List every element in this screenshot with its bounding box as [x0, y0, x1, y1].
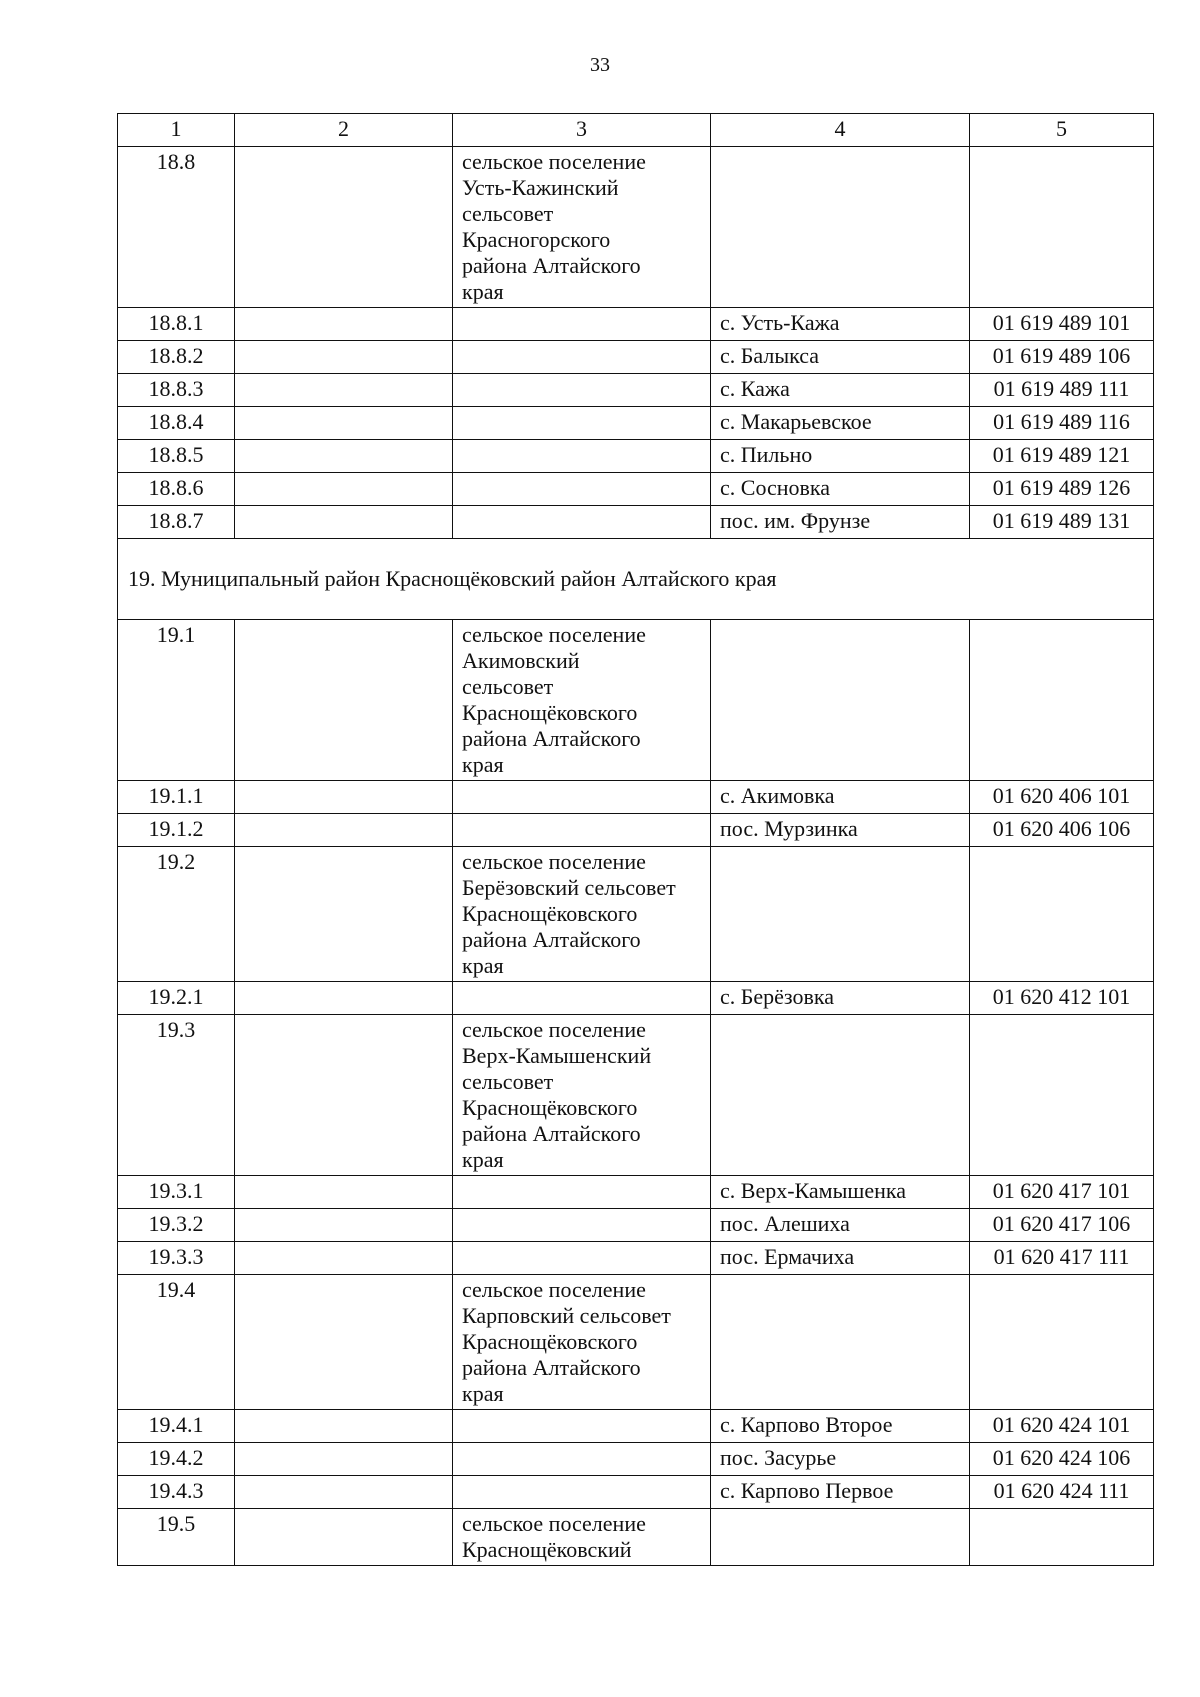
column-header: 2: [235, 114, 453, 147]
row-code: 19.1.2: [118, 814, 235, 847]
settlement-name: с. Усть-Кажа: [711, 308, 970, 341]
empty-cell: [235, 1242, 453, 1275]
row-code: 18.8.3: [118, 374, 235, 407]
empty-cell: [453, 1443, 711, 1476]
municipality-name-line: сельсовет: [462, 1069, 554, 1094]
empty-cell: [235, 1443, 453, 1476]
row-code: 19.4.3: [118, 1476, 235, 1509]
empty-cell: [711, 1509, 970, 1566]
settlement-name: с. Пильно: [711, 440, 970, 473]
empty-cell: [453, 341, 711, 374]
column-header: 5: [970, 114, 1154, 147]
row-code: 19.4.2: [118, 1443, 235, 1476]
settlement-name: с. Акимовка: [711, 781, 970, 814]
municipality-name-line: района Алтайского: [462, 1121, 641, 1146]
settlement-row: [118, 374, 1154, 407]
empty-cell: [235, 147, 453, 308]
okato-code: 01 619 489 106: [970, 341, 1154, 374]
empty-cell: [453, 407, 711, 440]
okato-code: 01 619 489 121: [970, 440, 1154, 473]
empty-cell: [453, 814, 711, 847]
table-header-row: [118, 114, 1154, 147]
municipality-name-line: Акимовский: [462, 648, 580, 673]
column-header: 3: [453, 114, 711, 147]
page-number: 33: [590, 54, 610, 76]
municipality-name: [453, 1015, 711, 1176]
empty-cell: [453, 308, 711, 341]
empty-cell: [235, 473, 453, 506]
empty-cell: [235, 1209, 453, 1242]
empty-cell: [453, 374, 711, 407]
empty-cell: [235, 374, 453, 407]
empty-cell: [235, 341, 453, 374]
okato-code: 01 620 424 111: [970, 1476, 1154, 1509]
settlement-row: [118, 506, 1154, 539]
settlement-name: с. Сосновка: [711, 473, 970, 506]
empty-cell: [235, 1476, 453, 1509]
municipality-row: [118, 1509, 1154, 1566]
municipality-name-line: сельское поселение: [462, 1511, 646, 1536]
empty-cell: [711, 1015, 970, 1176]
empty-cell: [235, 440, 453, 473]
empty-cell: [970, 147, 1154, 308]
settlement-row: [118, 341, 1154, 374]
empty-cell: [711, 147, 970, 308]
empty-cell: [970, 1275, 1154, 1410]
row-code: 18.8: [118, 147, 235, 308]
municipality-row: [118, 1275, 1154, 1410]
empty-cell: [453, 1176, 711, 1209]
okato-code: 01 619 489 131: [970, 506, 1154, 539]
municipality-name-line: края: [462, 953, 504, 978]
row-code: 19.1: [118, 620, 235, 781]
municipality-name-line: Краснощёковский: [462, 1537, 632, 1562]
empty-cell: [235, 308, 453, 341]
okato-code: 01 620 406 101: [970, 781, 1154, 814]
empty-cell: [235, 1015, 453, 1176]
municipality-name: [453, 1509, 711, 1566]
settlement-name: с. Берёзовка: [711, 982, 970, 1015]
settlement-row: [118, 1410, 1154, 1443]
row-code: 19.3.3: [118, 1242, 235, 1275]
row-code: 19.3: [118, 1015, 235, 1176]
municipality-name-line: Берёзовский сельсовет: [462, 875, 676, 900]
empty-cell: [970, 1509, 1154, 1566]
empty-cell: [235, 506, 453, 539]
row-code: 19.1.1: [118, 781, 235, 814]
settlement-row: [118, 1176, 1154, 1209]
municipality-name: [453, 1275, 711, 1410]
okato-code: 01 619 489 116: [970, 407, 1154, 440]
row-code: 19.4.1: [118, 1410, 235, 1443]
municipality-name-line: района Алтайского: [462, 726, 641, 751]
empty-cell: [453, 1209, 711, 1242]
row-code: 18.8.4: [118, 407, 235, 440]
settlement-name: с. Кажа: [711, 374, 970, 407]
empty-cell: [235, 1509, 453, 1566]
municipality-name-line: района Алтайского: [462, 1355, 641, 1380]
column-header: 4: [711, 114, 970, 147]
row-code: 19.4: [118, 1275, 235, 1410]
settlement-row: [118, 407, 1154, 440]
settlement-name: пос. Алешиха: [711, 1209, 970, 1242]
empty-cell: [235, 982, 453, 1015]
municipality-name-line: Верх-Камышенский: [462, 1043, 652, 1068]
municipality-name-line: Краснощёковского: [462, 901, 638, 926]
okato-code: 01 620 412 101: [970, 982, 1154, 1015]
okato-code: 01 619 489 111: [970, 374, 1154, 407]
settlement-row: [118, 1443, 1154, 1476]
municipality-name: [453, 147, 711, 308]
municipality-name-line: района Алтайского: [462, 253, 641, 278]
municipality-name-line: Красногорского: [462, 227, 611, 252]
municipality-name-line: сельское поселение: [462, 1017, 646, 1042]
settlement-name: с. Балыкса: [711, 341, 970, 374]
okato-code: 01 619 489 101: [970, 308, 1154, 341]
empty-cell: [970, 1015, 1154, 1176]
settlement-row: [118, 1476, 1154, 1509]
empty-cell: [453, 1476, 711, 1509]
row-code: 18.8.5: [118, 440, 235, 473]
empty-cell: [235, 1275, 453, 1410]
settlement-row: [118, 308, 1154, 341]
municipality-name-line: сельское поселение: [462, 622, 646, 647]
municipality-name-line: Карповский сельсовет: [462, 1303, 671, 1328]
table-body: [118, 114, 1154, 1566]
row-code: 18.8.6: [118, 473, 235, 506]
empty-cell: [453, 1410, 711, 1443]
municipality-row: [118, 847, 1154, 982]
empty-cell: [235, 847, 453, 982]
empty-cell: [235, 1410, 453, 1443]
municipality-name-line: края: [462, 752, 504, 777]
municipality-name-line: края: [462, 279, 504, 304]
municipality-name-line: района Алтайского: [462, 927, 641, 952]
section-title: 19. Муниципальный район Краснощёковский район Алтайского края: [118, 539, 1154, 620]
municipality-name: [453, 620, 711, 781]
settlement-name: пос. им. Фрунзе: [711, 506, 970, 539]
empty-cell: [235, 781, 453, 814]
municipality-name-line: края: [462, 1147, 504, 1172]
municipality-name-line: сельское поселение: [462, 849, 646, 874]
row-code: 19.2.1: [118, 982, 235, 1015]
okato-code: 01 619 489 126: [970, 473, 1154, 506]
municipality-name: [453, 847, 711, 982]
municipality-row: [118, 620, 1154, 781]
row-code: 19.3.1: [118, 1176, 235, 1209]
settlement-row: [118, 814, 1154, 847]
okato-code: 01 620 424 101: [970, 1410, 1154, 1443]
empty-cell: [235, 814, 453, 847]
municipality-name-line: сельское поселение: [462, 1277, 646, 1302]
settlement-name: с. Карпово Первое: [711, 1476, 970, 1509]
settlement-row: [118, 1242, 1154, 1275]
okato-code: 01 620 417 106: [970, 1209, 1154, 1242]
empty-cell: [453, 506, 711, 539]
settlement-name: пос. Мурзинка: [711, 814, 970, 847]
empty-cell: [711, 1275, 970, 1410]
empty-cell: [453, 781, 711, 814]
settlement-row: [118, 1209, 1154, 1242]
municipality-name-line: Краснощёковского: [462, 1095, 638, 1120]
settlement-name: с. Верх-Камышенка: [711, 1176, 970, 1209]
empty-cell: [453, 1242, 711, 1275]
settlement-name: с. Карпово Второе: [711, 1410, 970, 1443]
okato-code: 01 620 406 106: [970, 814, 1154, 847]
municipality-name-line: сельское поселение: [462, 149, 646, 174]
row-code: 18.8.1: [118, 308, 235, 341]
municipality-row: [118, 1015, 1154, 1176]
settlement-row: [118, 781, 1154, 814]
settlements-table: [117, 113, 1154, 1566]
settlement-name: пос. Засурье: [711, 1443, 970, 1476]
municipality-row: [118, 147, 1154, 308]
row-code: 18.8.2: [118, 341, 235, 374]
column-header: 1: [118, 114, 235, 147]
empty-cell: [235, 620, 453, 781]
municipality-name-line: сельсовет: [462, 201, 554, 226]
municipality-name-line: края: [462, 1381, 504, 1406]
empty-cell: [711, 847, 970, 982]
municipality-name-line: Краснощёковского: [462, 700, 638, 725]
empty-cell: [970, 620, 1154, 781]
empty-cell: [453, 982, 711, 1015]
row-code: 19.5: [118, 1509, 235, 1566]
okato-code: 01 620 417 101: [970, 1176, 1154, 1209]
row-code: 19.3.2: [118, 1209, 235, 1242]
row-code: 19.2: [118, 847, 235, 982]
settlement-name: с. Макарьевское: [711, 407, 970, 440]
empty-cell: [970, 847, 1154, 982]
empty-cell: [235, 407, 453, 440]
municipality-name-line: Усть-Кажинский: [462, 175, 619, 200]
section-row: [118, 539, 1154, 620]
row-code: 18.8.7: [118, 506, 235, 539]
settlement-row: [118, 440, 1154, 473]
okato-code: 01 620 417 111: [970, 1242, 1154, 1275]
empty-cell: [711, 620, 970, 781]
municipality-name-line: сельсовет: [462, 674, 554, 699]
settlement-name: пос. Ермачиха: [711, 1242, 970, 1275]
empty-cell: [453, 473, 711, 506]
okato-code: 01 620 424 106: [970, 1443, 1154, 1476]
settlement-row: [118, 473, 1154, 506]
empty-cell: [235, 1176, 453, 1209]
empty-cell: [453, 440, 711, 473]
municipality-name-line: Краснощёковского: [462, 1329, 638, 1354]
settlement-row: [118, 982, 1154, 1015]
